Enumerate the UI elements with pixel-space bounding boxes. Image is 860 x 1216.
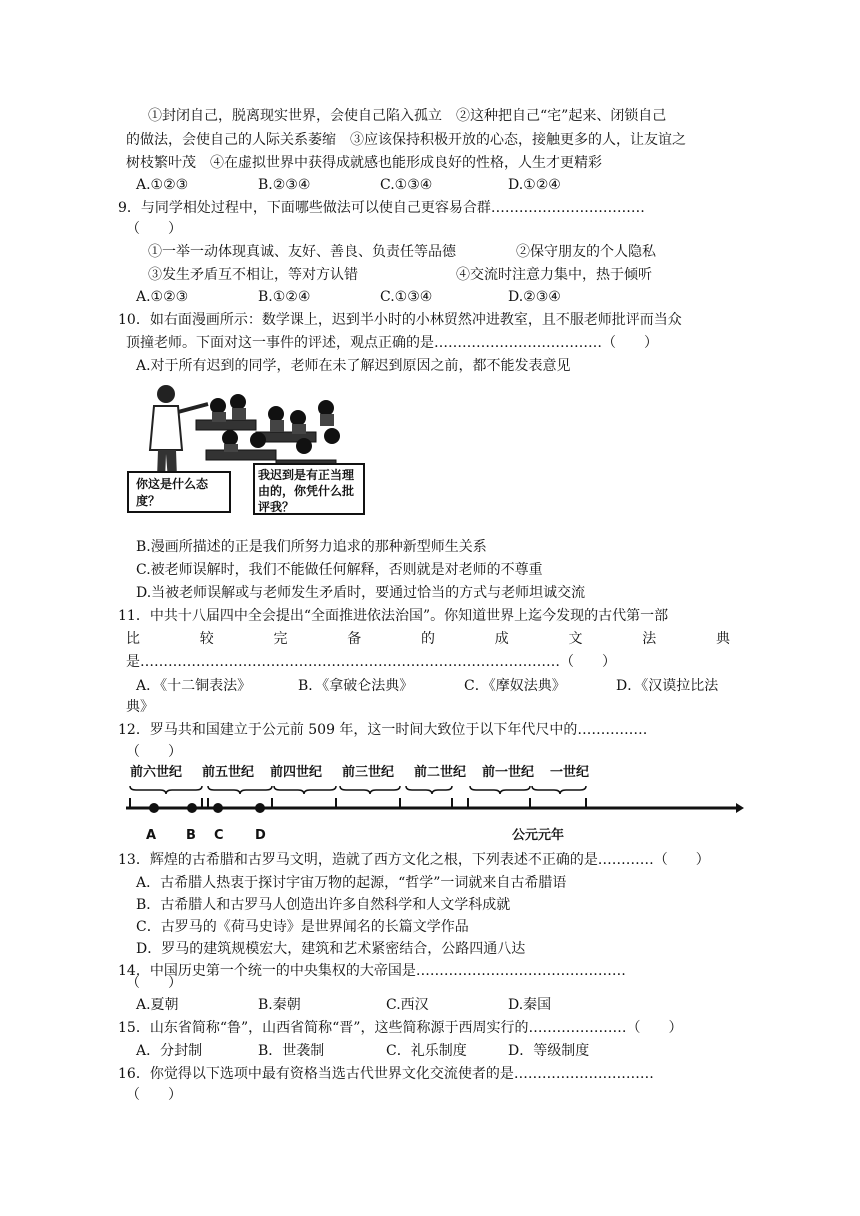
q11-stem-line3: 是………………………………………………………………………………（ ） — [126, 654, 616, 670]
q10-stem-line2: 顶撞老师。下面对这一事件的评述，观点正确的是………………………………（ ） — [126, 335, 658, 351]
timeline-label-c1ad: 一世纪 — [550, 765, 590, 780]
q15-option-c[interactable]: C．礼乐制度 — [386, 1043, 467, 1059]
q14-answer-paren: （ ） — [126, 975, 182, 991]
q10-stem-line1: 10．如右面漫画所示：数学课上，迟到半小时的小林贸然冲进教室，且不服老师批评而当众 — [118, 312, 682, 328]
q11-stem-line1: 11．中共十八届四中全会提出“全面推进依法治国”。你知道世界上迄今发现的古代第一部 — [118, 608, 669, 624]
q14-option-d[interactable]: D.秦国 — [508, 997, 552, 1013]
q9-option-b[interactable]: B.①②④ — [258, 289, 311, 305]
q11-option-b[interactable]: B．《拿破仑法典》 — [298, 678, 414, 694]
q9-item-3: ③发生矛盾互不相让，等对方认错 — [148, 267, 358, 283]
timeline-point-c[interactable]: C — [214, 828, 224, 843]
q14-option-b[interactable]: B.秦朝 — [258, 997, 301, 1013]
q13-stem: 13．辉煌的古希腊和古罗马文明，造就了西方文化之根，下列表述不正确的是…………（ ） — [118, 852, 710, 868]
timeline-label-c5bc: 前五世纪 — [202, 765, 255, 780]
q9-option-a[interactable]: A.①②③ — [136, 289, 189, 305]
timeline-label-c1bc: 前一世纪 — [482, 765, 535, 780]
q13-option-c[interactable]: C．古罗马的《荷马史诗》是世界闻名的长篇文学作品 — [136, 919, 469, 935]
q13-option-d[interactable]: D．罗马的建筑规模宏大，建筑和艺术紧密结合，公路四通八达 — [136, 941, 526, 957]
q11-option-c[interactable]: C．《摩奴法典》 — [464, 678, 566, 694]
timeline-label-c3bc: 前三世纪 — [342, 765, 395, 780]
q11-word: 文 — [568, 631, 583, 647]
q11-option-a[interactable]: A．《十二铜表法》 — [136, 678, 252, 694]
q8-statement-line1: ①封闭自己，脱离现实世界，会使自己陷入孤立 ②这种把自己“宅”起来、闭锁自己 — [148, 108, 667, 124]
q11-word: 的 — [421, 631, 435, 647]
q14-option-a[interactable]: A.夏朝 — [136, 997, 179, 1013]
q12-answer-paren: （ ） — [126, 744, 182, 760]
q11-word: 法 — [642, 631, 657, 647]
q11-word: 备 — [347, 631, 362, 647]
q13-option-a[interactable]: A．古希腊人热衷于探讨宇宙万物的起源，“哲学”一词就来自古希腊语 — [136, 875, 567, 891]
q9-item-4: ④交流时注意力集中，热于倾听 — [456, 267, 652, 283]
q9-answer-paren: （ ） — [126, 221, 182, 237]
q8-statement-line3: 树枝繁叶茂 ④在虚拟世界中获得成就感也能形成良好的性格，人生才更精彩 — [126, 155, 602, 171]
timeline-point-a[interactable]: A — [146, 828, 157, 843]
timeline-point-d[interactable]: D — [255, 828, 266, 843]
q13-option-b[interactable]: B．古希腊人和古罗马人创造出许多自然科学和人文学科成就 — [136, 897, 511, 913]
q10-option-a[interactable]: A.对于所有迟到的同学，老师在未了解迟到原因之前，都不能发表意见 — [136, 358, 571, 374]
q15-option-a[interactable]: A．分封制 — [136, 1043, 203, 1059]
q11-word: 典 — [716, 631, 730, 647]
q11-word: 成 — [494, 631, 509, 647]
q8-option-d[interactable]: D.①②④ — [508, 177, 561, 193]
cartoon-bubble-student: 我迟到是有正当理由的，你凭什么批评我？ — [258, 468, 355, 514]
cartoon-bubble-teacher: 你这是什么态度？ — [136, 477, 209, 508]
q12-stem: 12．罗马共和国建立于公元前 509 年，这一时间大致位于以下年代尺中的…………… — [118, 722, 648, 738]
q14-stem: 14．中国历史第一个统一的中央集权的大帝国是……………………………………… — [118, 963, 626, 979]
q11-word: 比 — [126, 631, 140, 647]
q8-statement-line2: 的做法，会使自己的人际关系萎缩 ③应该保持积极开放的心态，接触更多的人，让友谊之 — [126, 132, 686, 148]
q16-stem: 16．你觉得以下选项中最有资格当选古代世界文化交流使者的是………………………… — [118, 1066, 654, 1082]
timeline-label-c2bc: 前二世纪 — [414, 765, 467, 780]
q10-option-c[interactable]: C.被老师误解时，我们不能做任何解释，否则就是对老师的不尊重 — [136, 562, 543, 578]
q11-word: 较 — [199, 631, 214, 647]
q10-option-b[interactable]: B.漫画所描述的正是我们所努力追求的那种新型师生关系 — [136, 539, 487, 555]
timeline-label-c6bc: 前六世纪 — [130, 765, 183, 780]
q8-option-b[interactable]: B.②③④ — [258, 177, 311, 193]
q9-item-1: ①一举一动体现真诚、友好、善良、负责任等品德 — [148, 244, 456, 260]
timeline-label-c4bc: 前四世纪 — [270, 765, 323, 780]
q11-option-d-wrap: 典》 — [126, 699, 154, 715]
q15-option-b[interactable]: B．世袭制 — [258, 1043, 325, 1059]
q8-option-a[interactable]: A.①②③ — [136, 177, 189, 193]
q11-word: 完 — [273, 631, 288, 647]
q11-option-d[interactable]: D．《汉谟拉比法 — [616, 678, 719, 694]
timeline-point-b[interactable]: B — [186, 828, 196, 843]
q9-option-c[interactable]: C.①③④ — [380, 289, 433, 305]
timeline-epoch-label: 公元元年 — [512, 828, 565, 843]
q9-option-d[interactable]: D.②③④ — [508, 289, 561, 305]
q15-stem: 15．山东省简称“鲁”，山西省简称“晋”，这些简称源于西周实行的…………………（ ） — [118, 1020, 683, 1036]
q9-item-2: ②保守朋友的个人隐私 — [516, 244, 656, 260]
q10-option-d[interactable]: D.当被老师误解或与老师发生矛盾时，要通过恰当的方式与老师坦诚交流 — [136, 585, 586, 601]
q15-option-d[interactable]: D．等级制度 — [508, 1043, 590, 1059]
q8-option-c[interactable]: C.①③④ — [380, 177, 433, 193]
q14-option-c[interactable]: C.西汉 — [386, 997, 429, 1013]
q16-answer-paren: （ ） — [126, 1087, 182, 1103]
q11-stem-line2 — [126, 629, 730, 649]
q9-stem: 9．与同学相处过程中，下面哪些做法可以使自己更容易合群…………………………… — [118, 200, 645, 216]
